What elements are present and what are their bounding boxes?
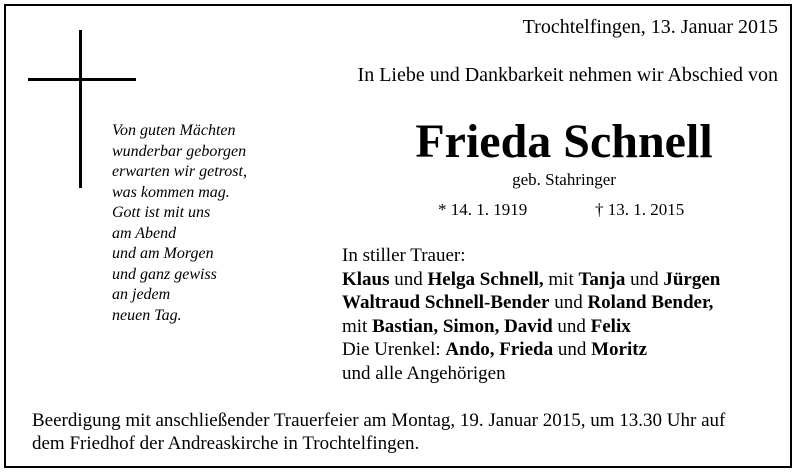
deceased-name: Frieda Schnell (415, 115, 713, 168)
poem-line: und am Morgen (112, 245, 214, 262)
mourner-name: Waltraud Schnell-Bender (342, 292, 550, 313)
connector-text: und (552, 315, 591, 337)
poem-line: Gott ist mit uns (112, 204, 211, 221)
mourner-name: Helga Schnell, (427, 268, 544, 290)
cross-horizontal-bar (28, 78, 136, 81)
cross-vertical-bar (79, 30, 82, 188)
poem (112, 121, 247, 326)
poem-line: und ganz gewiss (112, 265, 217, 283)
mourners-block (342, 244, 720, 385)
mourner-name: Roland Bender, (587, 292, 714, 313)
mourner-name: Klaus (342, 268, 390, 290)
poem-line: wunderbar geborgen (112, 142, 247, 160)
mourners-line (342, 315, 720, 339)
connector-text: und (549, 292, 588, 313)
mourner-name: Felix (590, 315, 631, 337)
connector-text: Die Urenkel: (342, 339, 446, 360)
funeral-info-line: Beerdigung mit anschließender Trauerfeier am Montag, 19. Januar 2015, um 13.30 Uhr auf (32, 410, 726, 431)
mourners-line (342, 268, 720, 292)
mourner-name: Ando, Frieda (445, 339, 554, 360)
connector-text: und (625, 268, 664, 290)
mourners-line (342, 291, 720, 315)
poem-line: erwarten wir getrost, (112, 163, 247, 180)
death-date: † 13. 1. 2015 (595, 200, 685, 219)
mourner-name: Moritz (591, 339, 647, 360)
mourner-name: Tanja (578, 268, 626, 290)
mourners-heading: In stiller Trauer: (342, 245, 466, 266)
mourners-line: und alle Angehörigen (342, 362, 506, 384)
connector-text: mit (342, 315, 373, 337)
poem-line: was kommen mag. (112, 183, 230, 201)
connector-text: und (553, 339, 592, 360)
mourners-line (342, 338, 720, 362)
mourner-name: Bastian, Simon, David (372, 315, 553, 337)
place-date: Trochtelfingen, 13. Januar 2015 (522, 16, 778, 38)
birth-name: geb. Stahringer (512, 170, 616, 189)
poem-line: am Abend (112, 224, 177, 242)
poem-line: neuen Tag. (112, 306, 182, 324)
intro-text: In Liebe und Dankbarkeit nehmen wir Abschied von (357, 64, 778, 86)
connector-text: mit (543, 268, 579, 290)
birth-date: * 14. 1. 1919 (438, 200, 528, 219)
poem-line: an jedem (112, 286, 171, 303)
connector-text: und (389, 268, 428, 290)
mourner-name: Jürgen (663, 268, 721, 290)
poem-line: Von guten Mächten (112, 122, 236, 139)
funeral-info-line: dem Friedhof der Andreaskirche in Trochtelfingen. (32, 432, 420, 454)
funeral-info (32, 410, 725, 455)
